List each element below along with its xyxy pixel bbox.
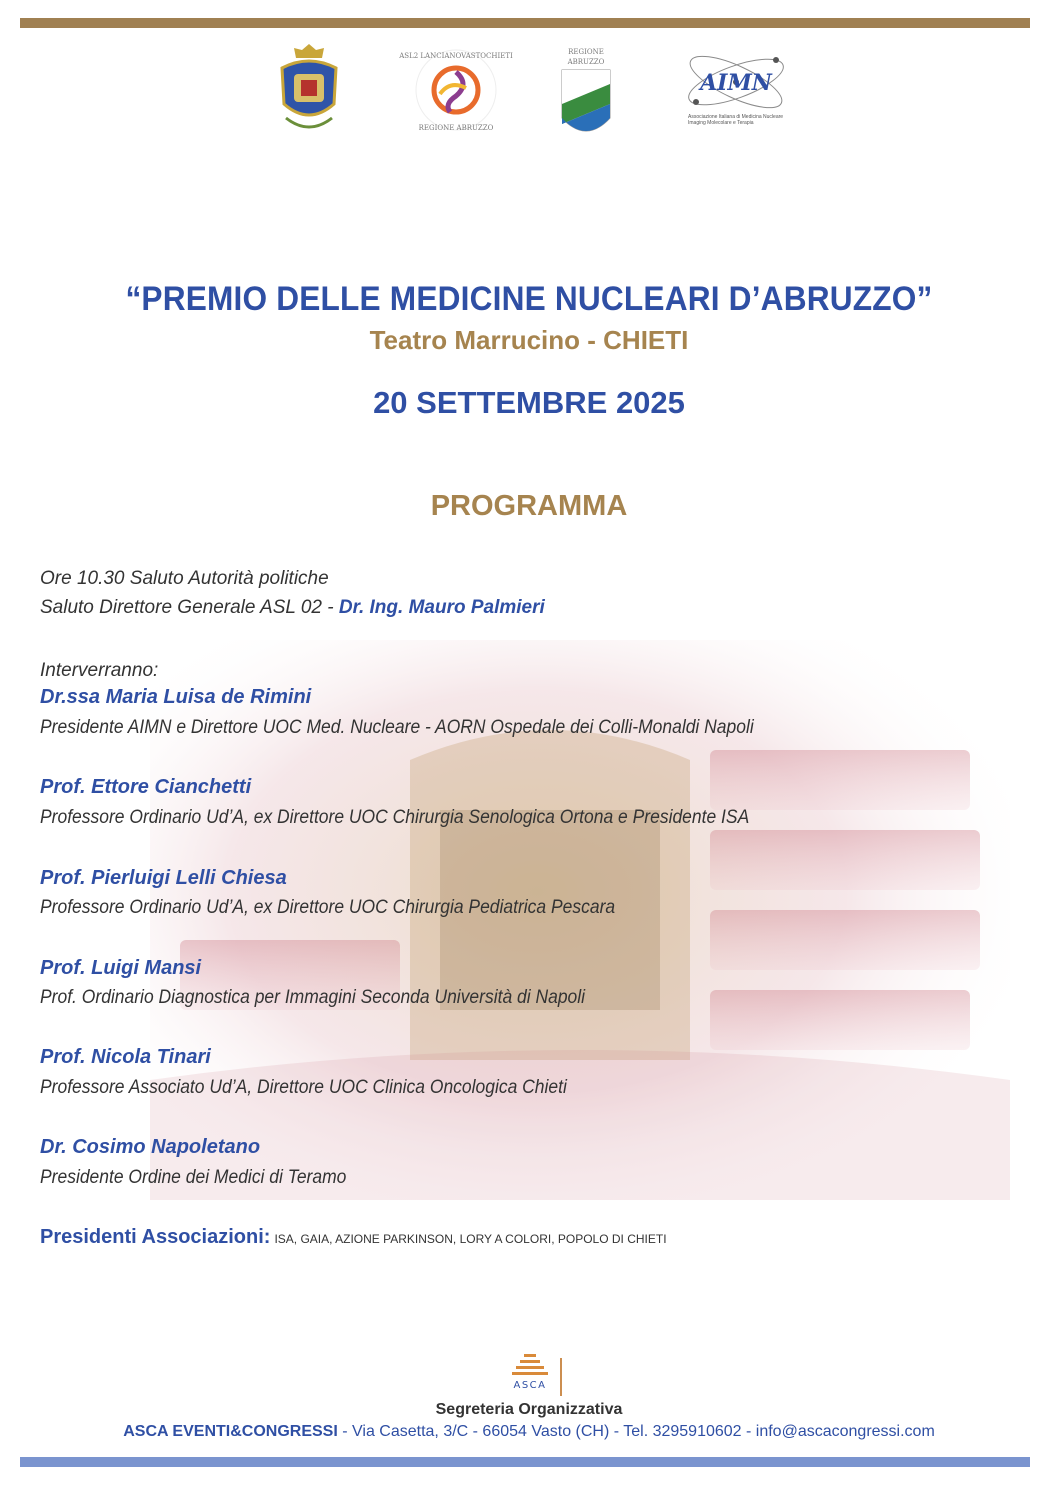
- opening-line-2-prefix: Saluto Direttore Generale ASL 02 -: [40, 597, 339, 618]
- footer-contact: [0, 1423, 1058, 1441]
- speaker-role: Professore Associato Ud’A, Direttore UOC Clinica Oncologica Chieti: [40, 1077, 567, 1098]
- svg-text:AIMN: AIMN: [700, 70, 772, 96]
- svg-text:ABRUZZO: ABRUZZO: [567, 58, 605, 66]
- speaker-role: Presidente AIMN e Direttore UOC Med. Nucleare - AORN Ospedale dei Colli-Monaldi Napoli: [40, 717, 754, 738]
- speaker-role: Presidente Ordine dei Medici di Teramo: [40, 1167, 347, 1188]
- presidenti-associazioni: [40, 1226, 667, 1249]
- speaker-name: Prof. Nicola Tinari: [40, 1046, 211, 1068]
- opening-line-2: [40, 597, 545, 619]
- speaker-name: Prof. Pierluigi Lelli Chiesa: [40, 867, 287, 889]
- section-heading-programma: PROGRAMMA: [430, 490, 628, 522]
- interverranno-label: Interverranno:: [40, 660, 159, 681]
- speaker-name: Dr. Cosimo Napoletano: [40, 1136, 261, 1158]
- speaker-role: Prof. Ordinario Diagnostica per Immagini Seconda Università di Napoli: [40, 987, 586, 1008]
- svg-text:ASCA: ASCA: [513, 1380, 547, 1391]
- speaker-name: Prof. Luigi Mansi: [40, 957, 202, 979]
- presidenti-label: Presidenti Associazioni:: [40, 1226, 271, 1248]
- contact-details: - Via Casetta, 3/C - 66054 Vasto (CH) - Tel. 3295910602 - info@ascacongressi.com: [337, 1423, 935, 1440]
- director-name: Dr. Ing. Mauro Palmieri: [338, 597, 545, 618]
- speaker-name: Dr.ssa Maria Luisa de Rimini: [40, 686, 312, 708]
- speaker-name: Prof. Ettore Cianchetti: [40, 776, 252, 798]
- segreteria-label: Segreteria Organizzativa: [435, 1401, 623, 1418]
- aimn-caption: Associazione Italiana di Medicina Nucleare Imaging Molecolare e Terapia: [688, 114, 784, 126]
- bottom-border-bar: [20, 1457, 1030, 1467]
- svg-text:ASL2 LANCIANOVASTOCHIETI: ASL2 LANCIANOVASTOCHIETI: [399, 52, 513, 60]
- presidenti-list: ISA, GAIA, AZIONE PARKINSON, LORY A COLORI, POPOLO DI CHIETI: [274, 1232, 667, 1246]
- speaker-role: Professore Ordinario Ud’A, ex Direttore UOC Chirurgia Pediatrica Pescara: [40, 897, 616, 918]
- speaker-role: Professore Ordinario Ud’A, ex Direttore UOC Chirurgia Senologica Ortona e Presidente ISA: [40, 807, 750, 828]
- svg-text:REGIONE ABRUZZO: REGIONE ABRUZZO: [418, 124, 494, 132]
- svg-text:REGIONE: REGIONE: [568, 48, 604, 56]
- event-date: 20 SETTEMBRE 2025: [373, 385, 685, 420]
- asca-logo: [494, 1352, 566, 1398]
- top-border-bar: [20, 18, 1030, 28]
- event-venue: Teatro Marrucino - CHIETI: [369, 325, 689, 355]
- regione-abruzzo-logo: [556, 44, 616, 148]
- asl-lanciano-vasto-chieti-logo: [399, 44, 513, 136]
- event-title: “PREMIO DELLE MEDICINE NUCLEARI D’ABRUZZO”: [125, 280, 933, 318]
- opening-line-1: Ore 10.30 Saluto Autorità politiche: [40, 568, 329, 589]
- chieti-coat-of-arms-logo: [268, 44, 350, 136]
- organizer-name: ASCA EVENTI&CONGRESSI: [123, 1423, 338, 1440]
